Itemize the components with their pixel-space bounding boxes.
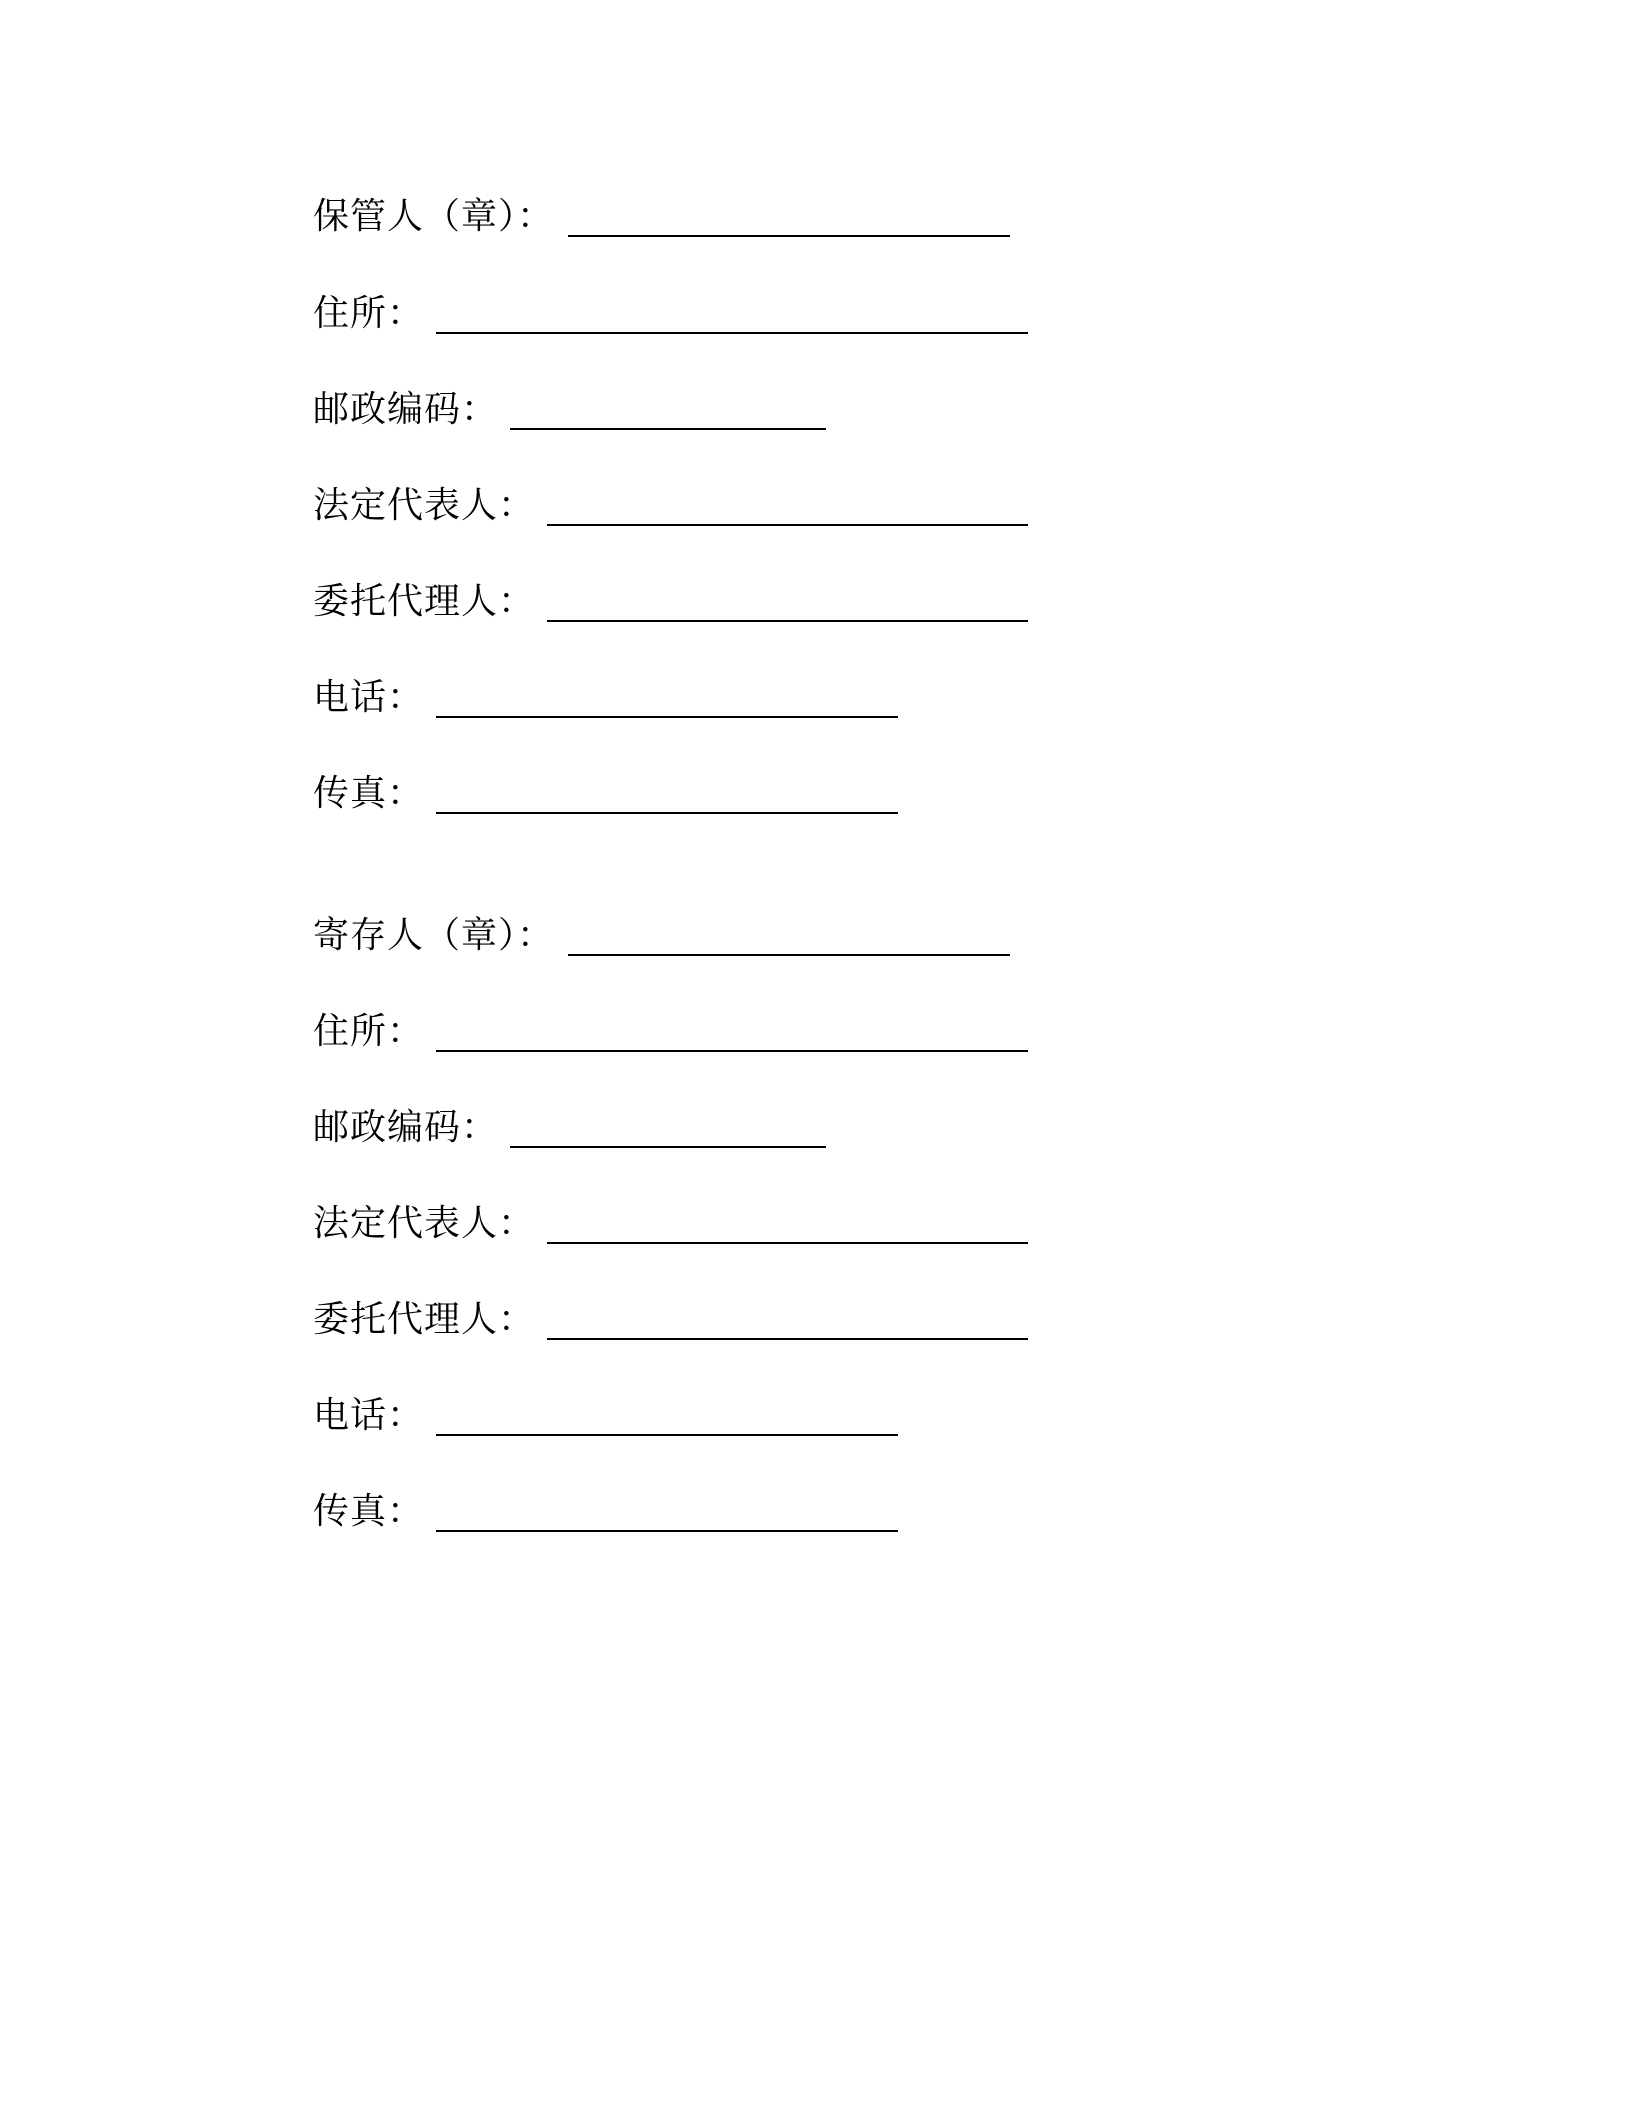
depositor-postal-code-blank-line[interactable]	[510, 1146, 826, 1148]
custodian-postal-code-label: 邮政编码：	[313, 389, 499, 430]
depositor-postal-code-row	[313, 1098, 826, 1150]
custodian-authorized-agent-label: 委托代理人：	[313, 581, 536, 622]
custodian-legal-representative-label: 法定代表人：	[313, 485, 536, 526]
depositor-address-row	[313, 1002, 1028, 1054]
custodian-phone-label: 电话：	[313, 677, 425, 718]
depositor-seal-label: 寄存人（章）：	[313, 915, 555, 956]
depositor-legal-representative-blank-line[interactable]	[547, 1242, 1028, 1244]
depositor-legal-representative-row	[313, 1194, 1028, 1246]
depositor-postal-code-label: 邮政编码：	[313, 1107, 499, 1148]
custodian-authorized-agent-row	[313, 572, 1028, 624]
depositor-authorized-agent-blank-line[interactable]	[547, 1338, 1028, 1340]
custodian-fax-label: 传真：	[313, 773, 425, 814]
custodian-phone-blank-line[interactable]	[436, 716, 898, 718]
depositor-legal-representative-label: 法定代表人：	[313, 1203, 536, 1244]
depositor-address-blank-line[interactable]	[436, 1050, 1028, 1052]
custodian-postal-code-row	[313, 380, 826, 432]
depositor-seal-blank-line[interactable]	[568, 954, 1010, 956]
custodian-address-row	[313, 284, 1028, 336]
depositor-fax-label: 传真：	[313, 1491, 425, 1532]
custodian-authorized-agent-blank-line[interactable]	[547, 620, 1028, 622]
custodian-seal-row	[313, 187, 1010, 239]
depositor-phone-row	[313, 1386, 898, 1438]
depositor-authorized-agent-label: 委托代理人：	[313, 1299, 536, 1340]
custodian-legal-representative-row	[313, 476, 1028, 528]
depositor-address-label: 住所：	[313, 1011, 425, 1052]
depositor-authorized-agent-row	[313, 1290, 1028, 1342]
depositor-fax-row	[313, 1482, 898, 1534]
depositor-phone-label: 电话：	[313, 1395, 425, 1436]
depositor-seal-row	[313, 906, 1010, 958]
depositor-phone-blank-line[interactable]	[436, 1434, 898, 1436]
depositor-fax-blank-line[interactable]	[436, 1530, 898, 1532]
custodian-seal-blank-line[interactable]	[568, 235, 1010, 237]
custodian-address-label: 住所：	[313, 293, 425, 334]
custodian-seal-label: 保管人（章）：	[313, 196, 555, 237]
custodian-legal-representative-blank-line[interactable]	[547, 524, 1028, 526]
custodian-fax-row	[313, 764, 898, 816]
custodian-postal-code-blank-line[interactable]	[510, 428, 826, 430]
custodian-address-blank-line[interactable]	[436, 332, 1028, 334]
custodian-fax-blank-line[interactable]	[436, 812, 898, 814]
custodian-phone-row	[313, 668, 898, 720]
